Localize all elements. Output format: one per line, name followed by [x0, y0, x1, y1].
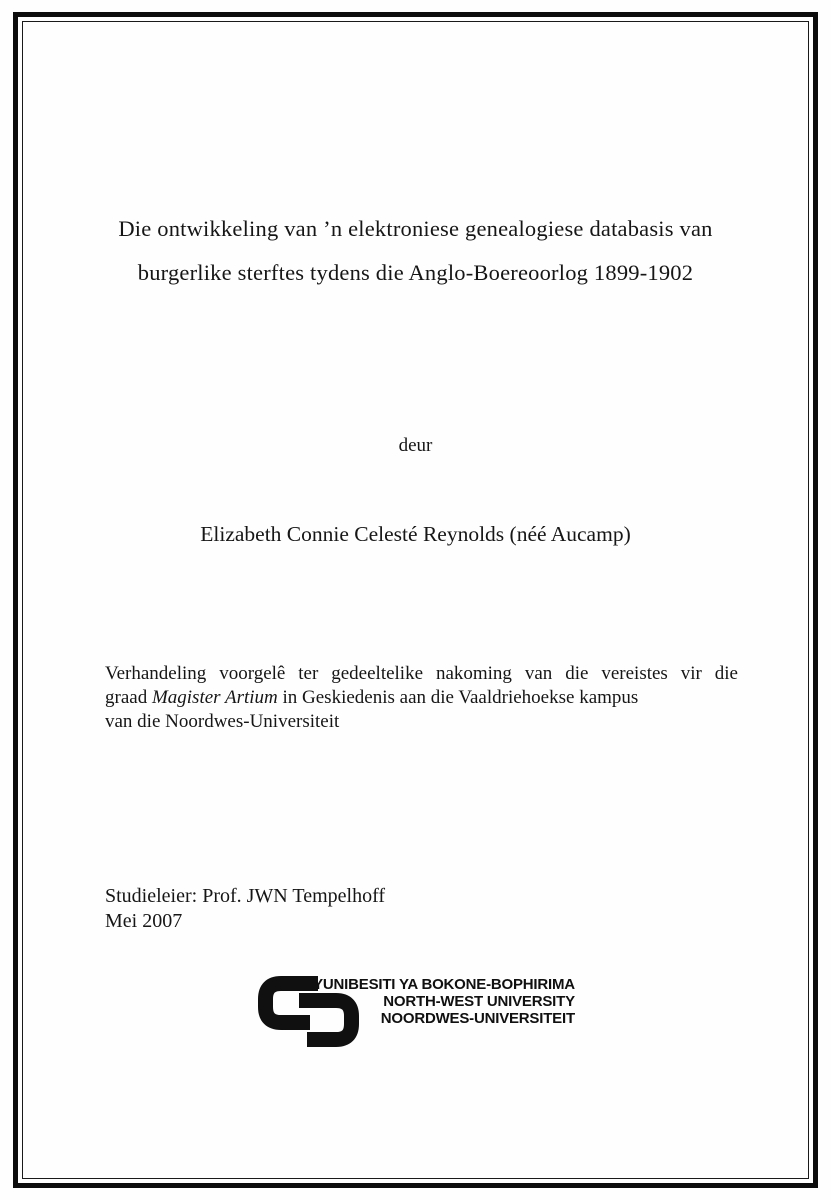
statement-line-2: [105, 686, 738, 710]
degree-statement: [105, 662, 738, 734]
university-logo: [0, 974, 831, 1049]
author-name: Elizabeth Connie Celesté Reynolds (néé Aucamp): [200, 522, 631, 546]
byline-deur: deur: [398, 435, 433, 456]
degree-name-italic: Magister Artium: [151, 687, 278, 708]
date-line: Mei 2007: [105, 910, 183, 932]
statement-line-1: Verhandeling voorgelê ter gedeeltelike nakoming van die vereistes vir die: [105, 663, 738, 684]
logo-line-setswana: YUNIBESITI YA BOKONE-BOPHIRIMA: [313, 976, 575, 993]
statement-line-3: van die Noordwes-Universiteit: [105, 711, 340, 732]
title-line-1: Die ontwikkeling van ’n elektroniese genealogiese databasis van: [118, 216, 713, 241]
thesis-title: [60, 207, 771, 295]
university-logo-text: [313, 976, 575, 1027]
supervisor-line: Studieleier: Prof. JWN Tempelhoff: [105, 885, 386, 907]
supervisor-block: [105, 884, 385, 934]
title-line-2: burgerlike sterftes tydens die Anglo-Boereoorlog 1899-1902: [137, 260, 694, 285]
logo-line-english: NORTH-WEST UNIVERSITY: [383, 993, 575, 1010]
logo-line-afrikaans: NOORDWES-UNIVERSITEIT: [380, 1010, 575, 1027]
statement-line-2-suffix: in Geskiedenis aan die Vaaldriehoekse kampus: [277, 687, 639, 708]
statement-line-2-prefix: graad: [105, 687, 152, 708]
